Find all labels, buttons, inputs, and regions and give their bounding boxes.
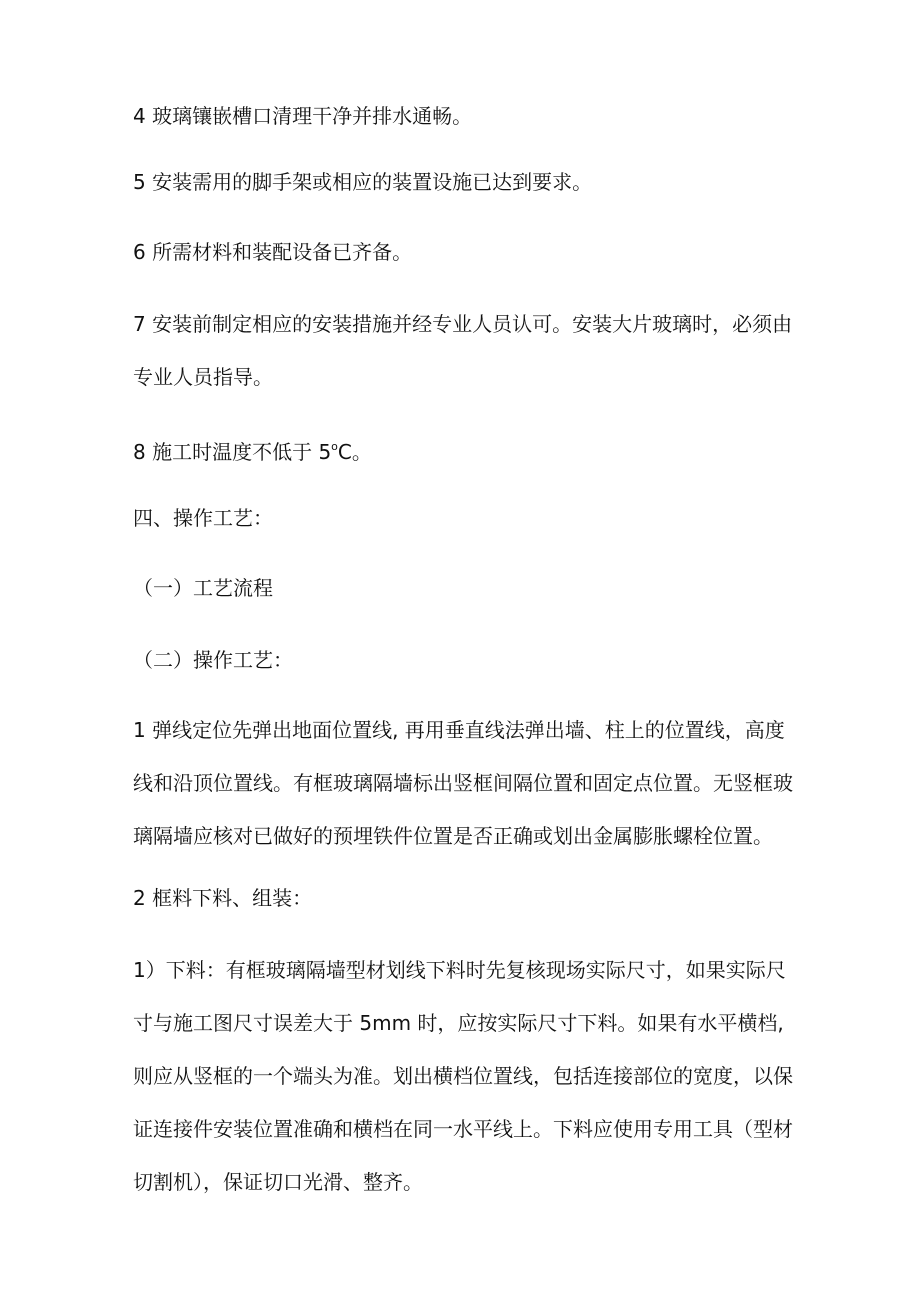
item-4-text: 4 玻璃镶嵌槽口清理干净并排水通畅。 <box>133 104 473 128</box>
subsection-1 <box>133 562 793 615</box>
item-4 <box>133 90 793 143</box>
step-2-1-line-2: 寸与施工图尺寸误差大于 5mm 时，应按实际尺寸下料。如果有水平横档, <box>133 1011 784 1035</box>
degree-symbol: o <box>331 440 338 453</box>
step-1-line-1: 1 弹线定位先弹出地面位置线, 再用垂直线法弹出墙、柱上的位置线，高度 <box>133 718 785 742</box>
item-8-suffix: C。 <box>337 440 372 464</box>
item-7-line-1: 7 安装前制定相应的安装措施并经专业人员认可。安装大片玻璃时，必须由 <box>133 312 793 336</box>
item-7-line-2: 专业人员指导。 <box>133 365 273 389</box>
step-2-1-line-3: 则应从竖框的一个端头为准。划出横档位置线，包括连接部位的宽度，以保 <box>133 1064 793 1088</box>
step-2-1-line-5: 切割机），保证切口光滑、整齐。 <box>133 1170 423 1194</box>
step-2-1 <box>133 944 793 1209</box>
item-5-text: 5 安装需用的脚手架或相应的装置设施已达到要求。 <box>133 170 593 194</box>
subsection-1-text: （一）工艺流程 <box>133 576 273 600</box>
section-heading <box>133 492 793 545</box>
subsection-2-text: （二）操作工艺： <box>133 648 293 672</box>
step-2-1-line-4: 证连接件安装位置准确和横档在同一水平线上。下料应使用专用工具（型材 <box>133 1117 793 1141</box>
step-1 <box>133 704 793 863</box>
item-5 <box>133 156 793 209</box>
step-2-text: 2 框料下料、组装： <box>133 886 313 910</box>
subsection-2 <box>133 634 793 687</box>
item-8-text <box>133 420 793 479</box>
step-2-1-line-1: 1）下料：有框玻璃隔墙型材划线下料时先复核现场实际尺寸，如果实际尺 <box>133 958 786 982</box>
item-6-text: 6 所需材料和装配设备已齐备。 <box>133 240 413 264</box>
step-2 <box>133 872 793 925</box>
section-heading-text: 四、操作工艺： <box>133 506 273 530</box>
item-6 <box>133 226 793 279</box>
item-7 <box>133 298 793 404</box>
step-1-line-2: 线和沿顶位置线。有框玻璃隔墙标出竖框间隔位置和固定点位置。无竖框玻 <box>133 771 793 795</box>
item-8-prefix: 8 施工时温度不低于 5 <box>133 440 332 464</box>
item-8 <box>133 420 793 479</box>
step-1-line-3: 璃隔墙应核对已做好的预埋铁件位置是否正确或划出金属膨胀螺栓位置。 <box>133 824 773 848</box>
